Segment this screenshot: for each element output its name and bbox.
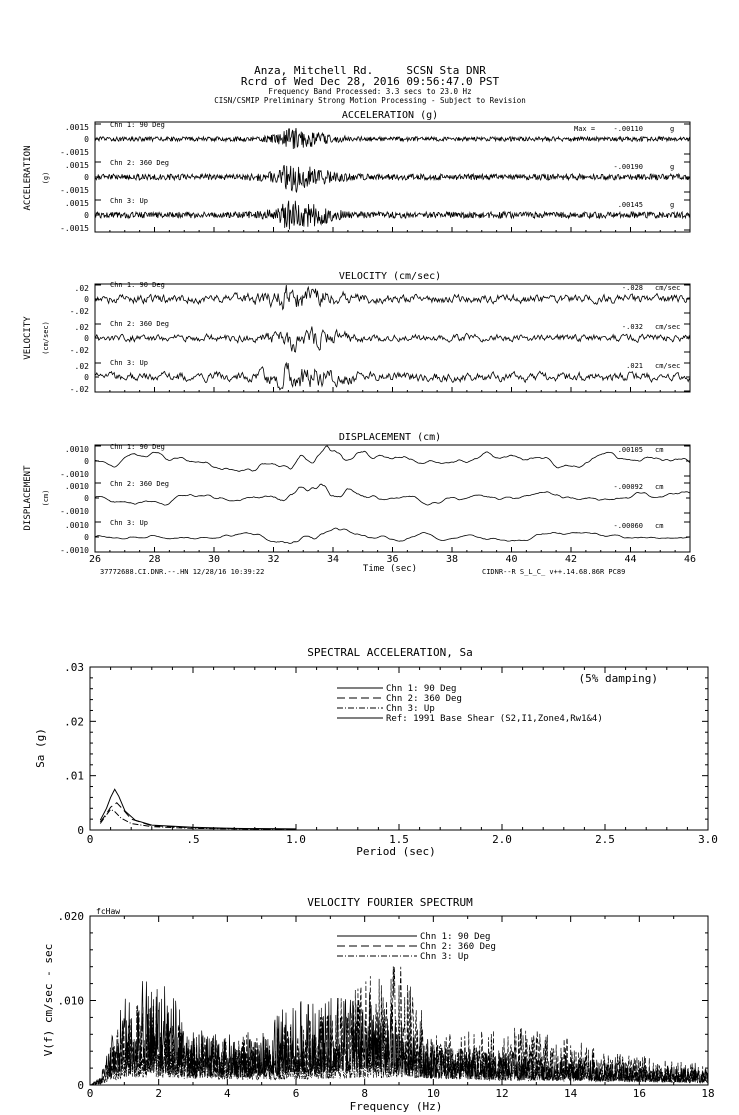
channel-label: Chn 1: 90 Deg [110,443,165,451]
waveform-trace [95,528,690,543]
x-axis-label: Period (sec) [356,845,436,858]
y-tick-label: -.0015 [60,148,89,157]
waveform-trace [95,285,690,309]
waveform-trace [95,165,690,192]
y-tick-label: 0 [84,457,89,466]
header-station: Anza, Mitchell Rd. SCSN Sta DNR [254,64,486,77]
chart-title: SPECTRAL ACCELERATION, Sa [307,646,473,659]
footer-processing-id: CIDNR--R S_L_C_ v++.14.68.86R PC89 [482,568,626,576]
channel-max-unit: cm [655,483,664,491]
panel-title: VELOCITY (cm/sec) [338,271,442,282]
y-tick-label: 0 [84,334,89,343]
y-tick-label: .01 [64,769,84,783]
y-axis-label: V(f) cm/sec - sec [42,943,55,1057]
x-tick-label: 6 [292,1087,300,1100]
x-tick-label: 16 [632,1087,646,1100]
panel-yunit: (cm/sec) [42,321,50,355]
y-tick-label: .020 [57,910,84,923]
legend-label: Ref: 1991 Base Shear (S2,I1,Zone4,Rw1&4) [386,714,603,724]
y-tick-label: -.0010 [60,470,89,479]
header-record-time: Rcrd of Wed Dec 28, 2016 09:56:47.0 PST [240,75,500,88]
panel-ylabel: ACCELERATION [23,145,33,211]
waveform-trace [95,446,690,471]
x-tick-label: 10 [426,1087,440,1100]
waveform-trace [95,484,690,505]
y-axis-label: Sa (g) [34,728,47,768]
y-tick-label: -.0015 [60,186,89,195]
channel-label: Chn 2: 360 Deg [110,320,170,328]
y-tick-label: .0015 [64,161,89,170]
channel-max-value: -.00060 [613,522,643,530]
x-tick-label: 30 [207,554,221,565]
y-tick-label: -.02 [69,346,89,355]
header-frequency-band: Frequency Band Processed: 3.3 secs to 23.0 Hz [268,87,472,96]
legend-label: Chn 3: Up [420,952,469,962]
channel-max-unit: g [670,125,675,133]
y-tick-label: 0 [77,1079,84,1092]
panel-ylabel: VELOCITY [23,316,33,360]
channel-label: Chn 3: Up [110,359,148,367]
x-tick-label: 32 [267,554,280,565]
header-processing-note: CISN/CSMIP Preliminary Strong Motion Processing - Subject to Revision [214,96,526,105]
channel-max-value: -.032 [621,323,643,331]
x-tick-label: 2.5 [595,833,615,846]
channel-label: Chn 1: 90 Deg [110,281,165,289]
x-axis-label: Time (sec) [362,564,418,574]
y-tick-label: .0010 [64,445,89,454]
x-tick-label: .5 [186,833,200,846]
y-tick-label: .010 [57,994,84,1008]
x-tick-label: 3.0 [698,833,718,846]
x-tick-label: 38 [445,554,459,565]
y-tick-label: .02 [74,323,89,332]
y-tick-label: .0010 [64,521,89,530]
x-tick-label: 40 [505,554,518,565]
y-tick-label: -.02 [69,307,89,316]
channel-max-value: .00105 [617,446,643,454]
x-tick-label: 42 [564,554,578,565]
y-tick-label: 0 [84,533,89,542]
y-tick-label: .03 [64,661,84,674]
y-tick-label: -.0010 [60,507,89,516]
x-tick-label: 36 [386,554,399,565]
channel-max-value: -.00190 [613,163,643,171]
y-tick-label: -.0010 [60,546,89,555]
footer-record-id: 37772688.CI.DNR.--.HN 12/28/16 10:39:22 [100,568,265,576]
channel-max-unit: g [670,163,675,171]
x-tick-label: 46 [683,554,697,565]
waveform-trace [95,128,690,149]
corner-label: fcHaw [96,907,121,916]
channel-max-unit: g [670,201,675,209]
x-tick-label: 4 [224,1087,231,1100]
y-tick-label: .0015 [64,123,89,132]
x-tick-label: 44 [624,554,637,565]
channel-max-value: -.00110 [613,125,643,133]
waveform-trace [95,201,690,230]
x-tick-label: 0 [86,833,94,846]
waveform-trace [95,327,690,353]
y-tick-label: 0 [84,494,89,503]
channel-max-value: .021 [626,362,643,370]
legend-label: Chn 2: 360 Deg [386,694,462,704]
x-tick-label: 12 [495,1087,509,1100]
channel-max-value: -.028 [621,284,643,292]
y-tick-label: 0 [84,211,89,220]
y-tick-label: -.02 [69,385,89,394]
panel-title: ACCELERATION (g) [341,110,439,121]
waveform-trace [95,363,690,390]
y-tick-label: .0015 [64,199,89,208]
legend-label: Chn 3: Up [386,704,435,714]
y-tick-label: -.0015 [60,224,89,233]
x-tick-label: 1.5 [389,833,409,846]
panel-yunit: (g) [42,171,50,185]
legend-label: Chn 1: 90 Deg [386,684,457,694]
panel-yunit: (cm) [42,489,50,507]
x-tick-label: 8 [361,1087,368,1100]
x-tick-label: 0 [86,1087,94,1100]
channel-max-unit: cm/sec [655,323,681,331]
y-tick-label: 0 [77,824,84,837]
channel-label: Chn 2: 360 Deg [110,159,170,167]
series-line [100,809,296,829]
damping-note: (5% damping) [578,672,658,685]
x-tick-label: 34 [326,554,340,565]
channel-max-unit: cm/sec [655,362,681,370]
legend-label: Chn 1: 90 Deg [420,932,491,942]
channel-max-value: -.00092 [613,483,643,491]
y-tick-label: .02 [74,362,89,371]
panel-ylabel: DISPLACEMENT [23,465,33,531]
max-prefix: Max = [574,125,596,133]
x-tick-label: 1.0 [286,833,306,846]
chart-title: VELOCITY FOURIER SPECTRUM [307,896,473,909]
legend-label: Chn 2: 360 Deg [420,942,496,952]
channel-max-unit: cm/sec [655,284,681,292]
y-tick-label: 0 [84,173,89,182]
series-line [100,803,296,830]
x-tick-label: 2.0 [492,833,512,846]
y-tick-label: .02 [64,715,84,729]
channel-max-unit: cm [655,446,664,454]
y-tick-label: 0 [84,373,89,382]
x-axis-label: Frequency (Hz) [349,1100,443,1113]
channel-label: Chn 2: 360 Deg [110,480,170,488]
x-tick-label: 28 [148,554,161,565]
channel-max-value: .00145 [617,201,643,209]
channel-label: Chn 3: Up [110,197,148,205]
y-tick-label: 0 [84,295,89,304]
x-tick-label: 14 [564,1087,578,1100]
channel-label: Chn 3: Up [110,519,148,527]
channel-label: Chn 1: 90 Deg [110,121,165,129]
x-tick-label: 2 [155,1087,162,1100]
y-tick-label: .0010 [64,482,89,491]
y-tick-label: .02 [74,284,89,293]
y-tick-label: 0 [84,135,89,144]
x-tick-label: 26 [88,554,102,565]
panel-title: DISPLACEMENT (cm) [338,432,442,443]
x-tick-label: 18 [701,1087,715,1100]
channel-max-unit: cm [655,522,664,530]
